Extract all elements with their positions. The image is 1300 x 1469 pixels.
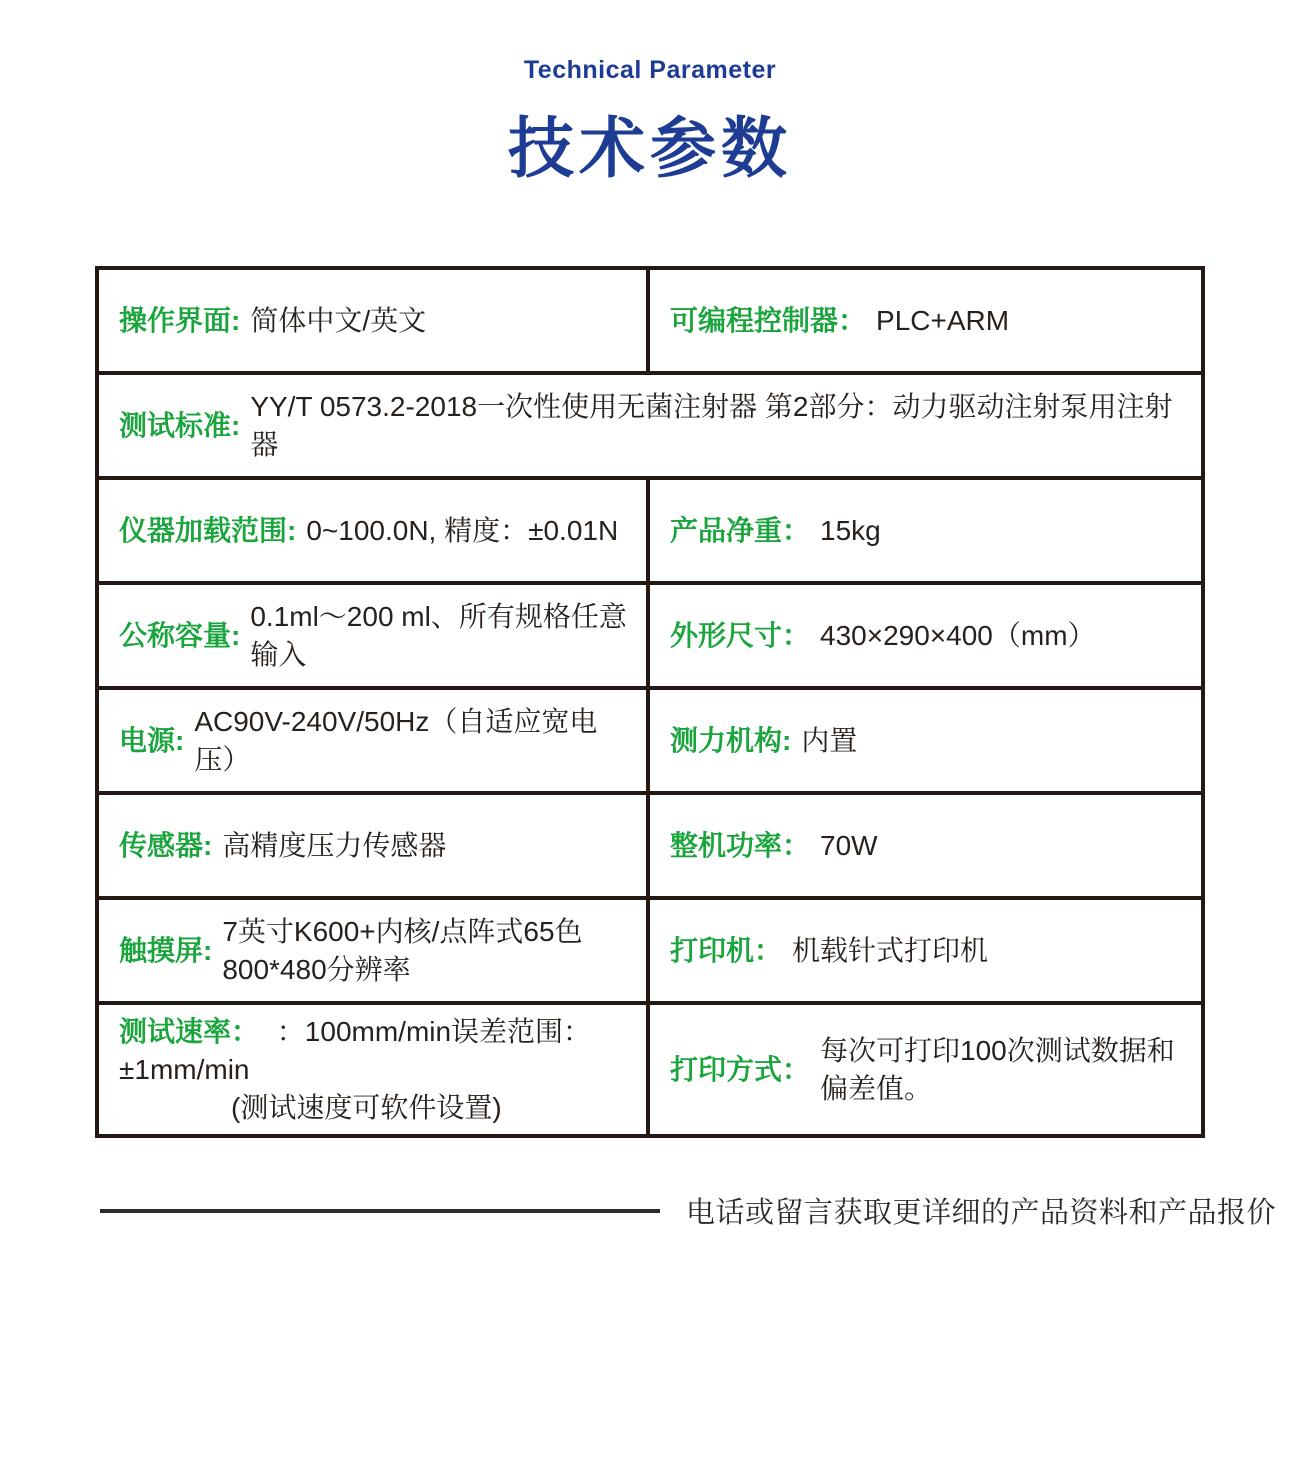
table-row-capacity-dimensions: [99, 581, 1201, 686]
param-value: YY/T 0573.2-2018一次性使用无菌注射器 第2部分：动力驱动注射泵用注射器: [250, 390, 1173, 460]
param-cell-touch-screen: [99, 900, 650, 1001]
param-cell-nominal-capacity: [99, 585, 650, 686]
param-label: 打印机：: [670, 934, 783, 966]
param-cell-total-power: [650, 795, 1201, 896]
param-cell-load-range: [99, 480, 650, 581]
param-value: AC90V-240V/50Hz（自适应宽电压）: [194, 705, 598, 775]
param-value: 每次可打印100次测试数据和偏差值。: [820, 1034, 1175, 1104]
footer-note: 电话或留言获取更详细的产品资料和产品报价: [686, 1197, 1277, 1230]
header-subtitle-en: Technical Parameter: [523, 56, 777, 84]
param-value: 0~100.0N, 精度：±0.01N: [306, 514, 619, 546]
param-label: 外形尺寸：: [670, 619, 811, 651]
param-label: 产品净重：: [670, 514, 811, 546]
param-cell-test-standard: [99, 375, 1201, 476]
param-value: PLC+ARM: [876, 304, 1010, 336]
param-label: 测力机构:: [670, 724, 792, 756]
param-label: 传感器:: [119, 829, 213, 861]
param-label: 整机功率：: [670, 829, 811, 861]
page-title: 技术参数: [508, 111, 792, 185]
page-header: [0, 0, 1300, 190]
param-cell-test-speed: [99, 1005, 650, 1134]
spec-table: [95, 266, 1205, 1138]
test-speed-line1: [119, 1013, 632, 1089]
test-speed-lines: [119, 1013, 632, 1126]
table-row-touchscreen-printer: [99, 896, 1201, 1001]
param-label: 打印方式：: [670, 1053, 811, 1085]
footer-divider-line: [100, 1209, 660, 1213]
param-note: (测试速度可软件设置): [231, 1091, 502, 1123]
param-value: 7英寸K600+内核/点阵式65色800*480分辨率: [222, 915, 583, 985]
param-label: 仪器加载范围:: [119, 514, 297, 546]
param-value: 15kg: [820, 514, 881, 546]
param-cell-net-weight: [650, 480, 1201, 581]
param-value: 简体中文/英文: [250, 304, 427, 336]
param-label: 公称容量:: [119, 619, 241, 651]
table-row-test-standard: [99, 371, 1201, 476]
param-label: 可编程控制器：: [670, 304, 867, 336]
table-row-power-force: [99, 686, 1201, 791]
param-cell-sensor: [99, 795, 650, 896]
table-row-interface-controller: [99, 270, 1201, 371]
param-cell-print-mode: [650, 1005, 1201, 1134]
param-cell-programmable-controller: [650, 270, 1201, 371]
param-label: 操作界面:: [119, 304, 241, 336]
param-label: 测试速率：: [119, 1016, 260, 1047]
param-value: 机载针式打印机: [792, 934, 989, 966]
param-label: 测试标准:: [119, 409, 241, 441]
param-cell-power-supply: [99, 690, 650, 791]
param-value: 70W: [820, 829, 878, 861]
footer: [100, 1190, 1300, 1231]
param-cell-outer-dimensions: [650, 585, 1201, 686]
table-row-sensor-wattage: [99, 791, 1201, 896]
param-cell-force-mechanism: [650, 690, 1201, 791]
param-cell-printer: [650, 900, 1201, 1001]
param-value: 内置: [801, 724, 858, 756]
table-row-load-range-weight: [99, 476, 1201, 581]
param-value: 0.1ml～200 ml、所有规格任意输入: [250, 600, 627, 670]
param-value: ：100mm/min误差范围：±1mm/min: [119, 1016, 592, 1085]
param-value: 高精度压力传感器: [222, 829, 447, 861]
param-value: 430×290×400（mm）: [820, 619, 1096, 651]
param-cell-operation-interface: [99, 270, 650, 371]
table-row-speed-printmode: [99, 1001, 1201, 1134]
param-label: 电源:: [119, 724, 185, 756]
param-label: 触摸屏:: [119, 934, 213, 966]
